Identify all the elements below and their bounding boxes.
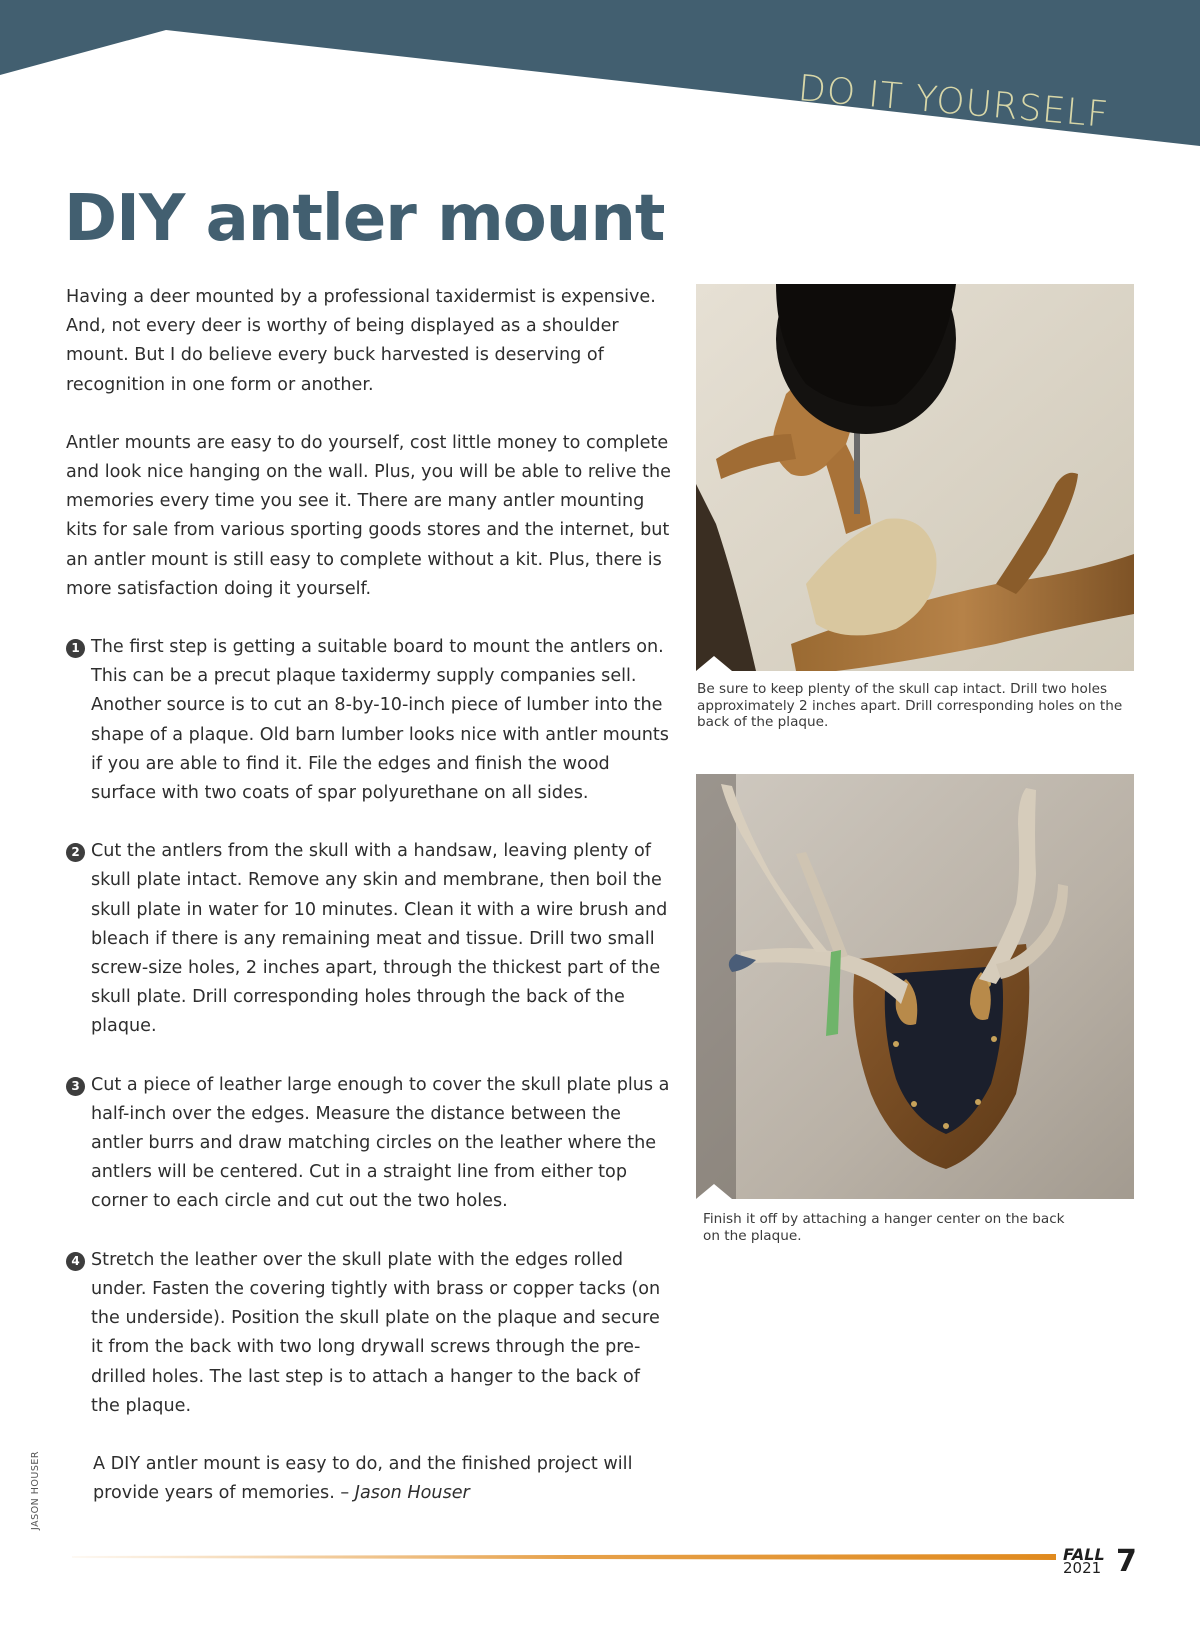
closing-author: Jason Houser bbox=[354, 1483, 470, 1504]
step-number-badge: 2 bbox=[66, 843, 85, 862]
footer-rule bbox=[72, 1553, 1056, 1561]
section-tag: DO IT YOURSELF bbox=[796, 68, 1111, 137]
step-text: Cut the antlers from the skull with a handsaw, leaving plenty of skull plate intact. Remove any skin and membrane, then boil the skull plate in water for 10 minutes. Clean it with a wire brush and bleach if there is any remaining meat and tissue. Drill two small screw-size holes, 2 inches apart, through the thickest part of the skull plate. Drill corresponding holes through the back of the plaque. bbox=[91, 841, 668, 1037]
intro-paragraph: Antler mounts are easy to do yourself, cost little money to complete and look nice hanging on the wall. Plus, you will be able to relive the memories every time you see it. There are many antler mounting kits for sale from various sporting goods stores and the internet, but an antler mount is still easy to complete without a kit. Plus, there is more satisfaction doing it yourself. bbox=[66, 432, 671, 599]
step-1 bbox=[66, 633, 671, 808]
finished-antler-mount-photo bbox=[696, 774, 1134, 1199]
photo-credit: JASON HOUSER bbox=[30, 1451, 41, 1530]
drilling-skull-plate-photo bbox=[696, 284, 1134, 671]
step-text: The first step is getting a suitable board to mount the antlers on. This can be a precut plaque taxidermy supply companies sell. Another source is to cut an 8-by-10-inch piece of lumber into the shape of a plaque. Old barn lumber looks nice with antler mounts if you are able to find it. File the edges and finish the wood surface with two coats of spar polyurethane on all sides. bbox=[91, 637, 669, 804]
article-title: DIY antler mount bbox=[64, 182, 665, 256]
closing-text: A DIY antler mount is easy to do, and the finished project will provide years of memories. – bbox=[93, 1453, 633, 1504]
step-text: Cut a piece of leather large enough to cover the skull plate plus a half-inch over the edges. Measure the distance between the antler burrs and draw matching circles on the leather where the antlers will be centered. Cut in a straight line from either top corner to each circle and cut out the two holes. bbox=[91, 1074, 670, 1212]
step-number-badge: 1 bbox=[66, 639, 85, 658]
article-body bbox=[66, 283, 671, 1508]
step-2 bbox=[66, 837, 671, 1041]
step-number-badge: 3 bbox=[66, 1077, 85, 1096]
step-4 bbox=[66, 1246, 671, 1421]
intro-paragraph: Having a deer mounted by a professional taxidermist is expensive. And, not every deer is worthy of being displayed as a shoulder mount. But I do believe every buck harvested is deserving of recognition in one form or another. bbox=[66, 287, 656, 395]
photo-caption-2: Finish it off by attaching a hanger center on the back on the plaque. bbox=[703, 1211, 1065, 1244]
step-number-badge: 4 bbox=[66, 1252, 85, 1271]
closing-paragraph bbox=[66, 1450, 671, 1508]
step-3 bbox=[66, 1071, 671, 1217]
footer-year: 2021 bbox=[1063, 1559, 1102, 1577]
step-text: Stretch the leather over the skull plate with the edges rolled under. Fasten the covering tightly with brass or copper tacks (on the underside). Position the skull plate on the plaque and secure it from the back with two long drywall screws through the pre-drilled holes. The last step is to attach a hanger to the back of the plaque. bbox=[91, 1249, 661, 1416]
footer-season: FALL bbox=[1063, 1545, 1105, 1564]
page-number: 7 bbox=[1116, 1544, 1137, 1579]
photo-caption-1: Be sure to keep plenty of the skull cap intact. Drill two holes approximately 2 inches apart. Drill corresponding holes on the back of the plaque. bbox=[697, 681, 1123, 731]
